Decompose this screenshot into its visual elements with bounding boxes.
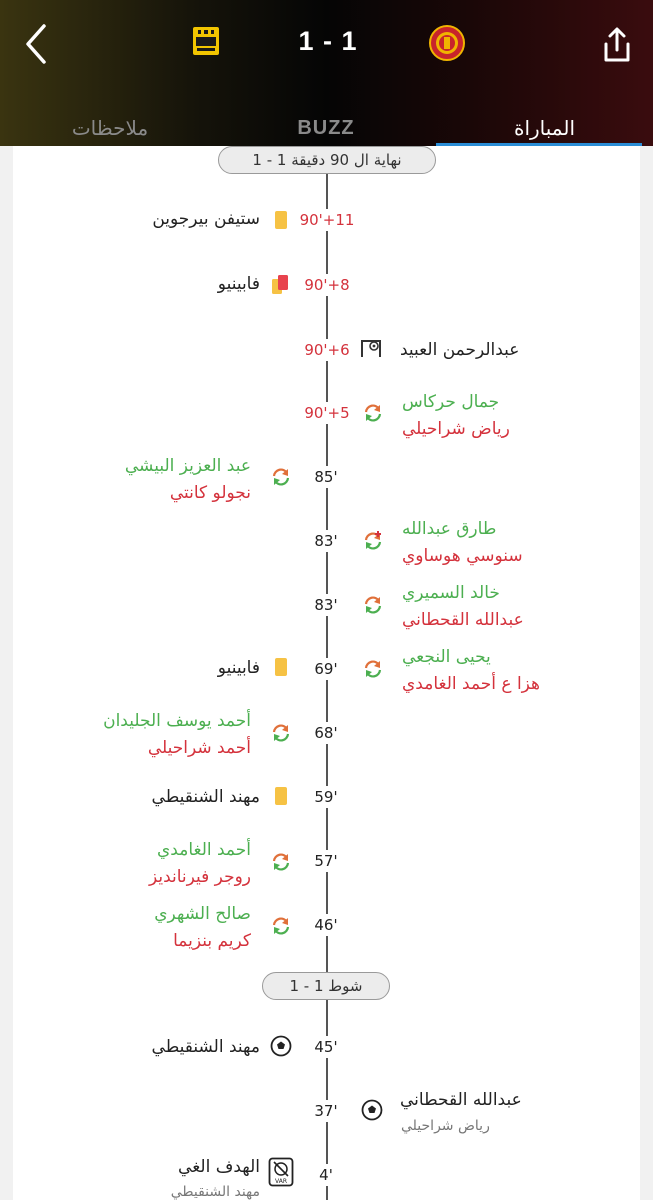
substitution-icon xyxy=(362,658,384,680)
assist-name[interactable]: مهند الشنقيطي xyxy=(170,1184,260,1200)
assist-name[interactable]: رياض شراحيلي xyxy=(401,1118,490,1134)
match-score: 1 - 1 xyxy=(298,26,358,56)
share-icon xyxy=(594,22,634,66)
chevron-left-icon xyxy=(18,22,58,66)
event-minute: 90'+11 xyxy=(297,209,357,231)
yellow-card-icon xyxy=(275,658,287,676)
injury-substitution-icon xyxy=(362,530,384,552)
sub-player-in[interactable]: أحمد الغامدي xyxy=(156,840,251,860)
event-minute: 90'+8 xyxy=(297,274,357,296)
damac-logo[interactable] xyxy=(428,24,466,62)
sub-player-in[interactable]: طارق عبدالله xyxy=(402,519,497,539)
tab-notes[interactable]: ملاحظات xyxy=(71,116,149,140)
sub-player-out[interactable]: رياض شراحيلي xyxy=(402,419,510,439)
substitution-icon xyxy=(270,466,292,488)
event-minute: 69' xyxy=(296,658,356,680)
event-minute: 45' xyxy=(296,1036,356,1058)
sub-player-in[interactable]: أحمد يوسف الجليدان xyxy=(103,711,251,731)
event-minute: 83' xyxy=(296,594,356,616)
event-minute: 90'+6 xyxy=(297,339,357,361)
svg-text:VAR: VAR xyxy=(275,1178,287,1185)
event-minute: 85' xyxy=(296,466,356,488)
sub-player-in[interactable]: عبد العزيز البيشي xyxy=(124,456,251,476)
substitution-icon xyxy=(270,722,292,744)
sub-player-out[interactable]: نجولو كانتي xyxy=(169,483,251,503)
var-disallowed-goal-icon xyxy=(268,1157,294,1187)
match-header xyxy=(0,0,653,146)
substitution-icon xyxy=(362,402,384,424)
goal-ball-icon xyxy=(361,1099,383,1121)
back-button[interactable] xyxy=(18,22,58,66)
sub-player-out[interactable]: كريم بنزيما xyxy=(173,931,251,951)
second-yellow-card-icon xyxy=(270,274,292,296)
sub-player-in[interactable]: جمال حركاس xyxy=(402,392,500,412)
tab-match[interactable]: المباراة xyxy=(513,116,576,140)
goal-ball-icon xyxy=(270,1035,292,1057)
sub-player-out[interactable]: عبدالله القحطاني xyxy=(402,610,524,630)
player-name[interactable]: ستيفن بيرجوين xyxy=(152,209,260,229)
tab-bar xyxy=(0,110,653,146)
goalkeeper-save-icon xyxy=(359,337,383,359)
full-time-separator: نهاية ال 90 دقيقة 1 - 1 xyxy=(218,146,436,174)
half-time-separator: شوط 1 - 1 xyxy=(262,972,390,1000)
tab-buzz[interactable]: BUZZ xyxy=(297,116,355,139)
player-name[interactable]: فابينيو xyxy=(217,658,260,678)
share-button[interactable] xyxy=(594,22,634,66)
sub-player-in[interactable]: خالد السميري xyxy=(402,583,500,603)
player-name[interactable]: عبدالله القحطاني xyxy=(400,1090,522,1110)
substitution-icon xyxy=(270,915,292,937)
event-minute: 4' xyxy=(296,1164,356,1186)
event-minute: 59' xyxy=(296,786,356,808)
sub-player-out[interactable]: أحمد شراحيلي xyxy=(147,738,251,758)
sub-player-in[interactable]: يحيى النجعي xyxy=(402,647,491,667)
sub-player-out[interactable]: روجر فيرنانديز xyxy=(148,867,251,887)
ittihad-logo[interactable] xyxy=(189,25,223,57)
player-name[interactable]: عبدالرحمن العبيد xyxy=(400,340,520,360)
yellow-card-icon xyxy=(275,211,287,229)
player-name[interactable]: فابينيو xyxy=(217,274,260,294)
sub-player-out[interactable]: سنوسي هوساوي xyxy=(402,546,523,566)
event-minute: 37' xyxy=(296,1100,356,1122)
sub-player-out[interactable]: هزا ع أحمد الغامدي xyxy=(402,674,541,694)
event-minute: 83' xyxy=(296,530,356,552)
substitution-icon xyxy=(270,851,292,873)
sub-player-in[interactable]: صالح الشهري xyxy=(154,904,251,924)
yellow-card-icon xyxy=(275,787,287,805)
event-minute: 90'+5 xyxy=(297,402,357,424)
player-name[interactable]: مهند الشنقيطي xyxy=(151,1037,260,1057)
event-minute: 46' xyxy=(296,914,356,936)
player-name[interactable]: مهند الشنقيطي xyxy=(151,787,260,807)
event-minute: 68' xyxy=(296,722,356,744)
event-minute: 57' xyxy=(296,850,356,872)
substitution-icon xyxy=(362,594,384,616)
player-name[interactable]: الهدف الغي xyxy=(178,1157,260,1177)
